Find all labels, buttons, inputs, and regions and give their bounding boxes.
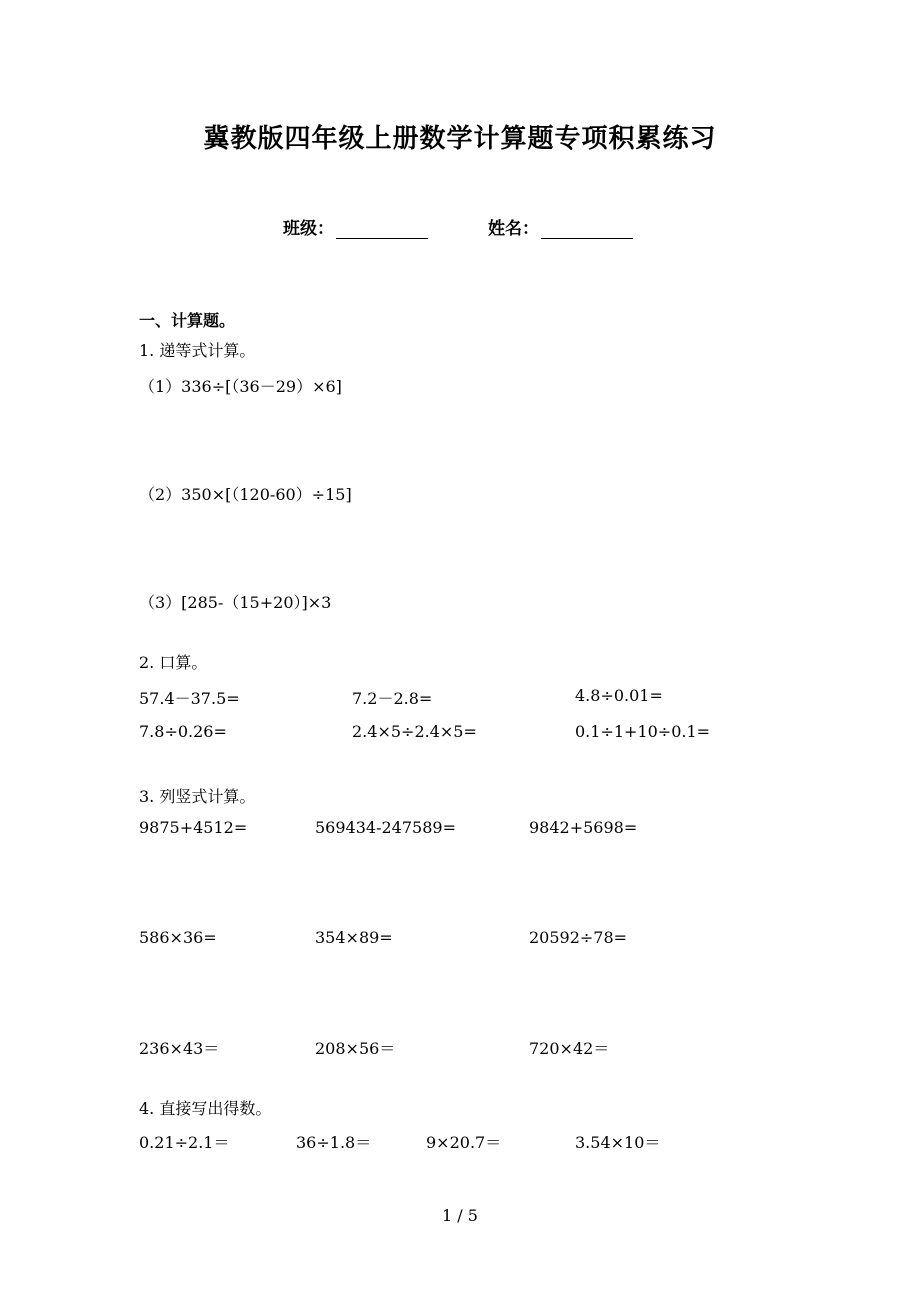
name-field [488, 214, 633, 239]
page-number: 1 / 5 [442, 1206, 478, 1225]
q4-item: 36÷1.8＝ [296, 1133, 372, 1152]
q3-item: 720×42＝ [529, 1039, 610, 1058]
q2-item: 2.4×5÷2.4×5= [352, 722, 477, 741]
q3-item: 586×36= [139, 928, 217, 947]
q2-item: 4.8÷0.01= [575, 686, 663, 705]
q4-item: 0.21÷2.1＝ [139, 1133, 230, 1152]
name-blank[interactable] [541, 220, 633, 239]
q3-item: 9875+4512= [139, 818, 248, 837]
class-field [283, 214, 428, 239]
q4-item: 9×20.7＝ [426, 1133, 502, 1152]
q3-item: 9842+5698= [529, 818, 638, 837]
q4-item: 3.54×10＝ [575, 1133, 661, 1152]
page-title: 冀教版四年级上册数学计算题专项积累练习 [203, 124, 717, 154]
q3-item: 208×56＝ [315, 1039, 396, 1058]
q2-item: 7.2－2.8= [352, 689, 433, 708]
q1-item: （3）[285-（15+20）]×3 [139, 593, 332, 612]
q1-item: （2）350×[（120-60）÷15] [139, 485, 352, 504]
q1-heading: 1. 递等式计算。 [139, 341, 256, 360]
section-heading: 一、计算题。 [139, 311, 236, 330]
q3-item: 20592÷78= [529, 928, 628, 947]
q2-item: 0.1÷1+10÷0.1= [575, 722, 711, 741]
q2-item: 57.4－37.5= [139, 689, 240, 708]
q2-item: 7.8÷0.26= [139, 722, 227, 741]
q3-item: 569434-247589= [315, 818, 456, 837]
q3-item: 236×43＝ [139, 1039, 220, 1058]
q3-item: 354×89= [315, 928, 393, 947]
class-blank[interactable] [336, 220, 428, 239]
class-label: 班级： [283, 219, 334, 239]
q3-heading: 3. 列竖式计算。 [139, 787, 256, 806]
q2-heading: 2. 口算。 [139, 653, 208, 672]
name-label: 姓名： [488, 219, 539, 239]
q1-item: （1）336÷[（36－29）×6] [139, 377, 342, 396]
q4-heading: 4. 直接写出得数。 [139, 1099, 272, 1118]
